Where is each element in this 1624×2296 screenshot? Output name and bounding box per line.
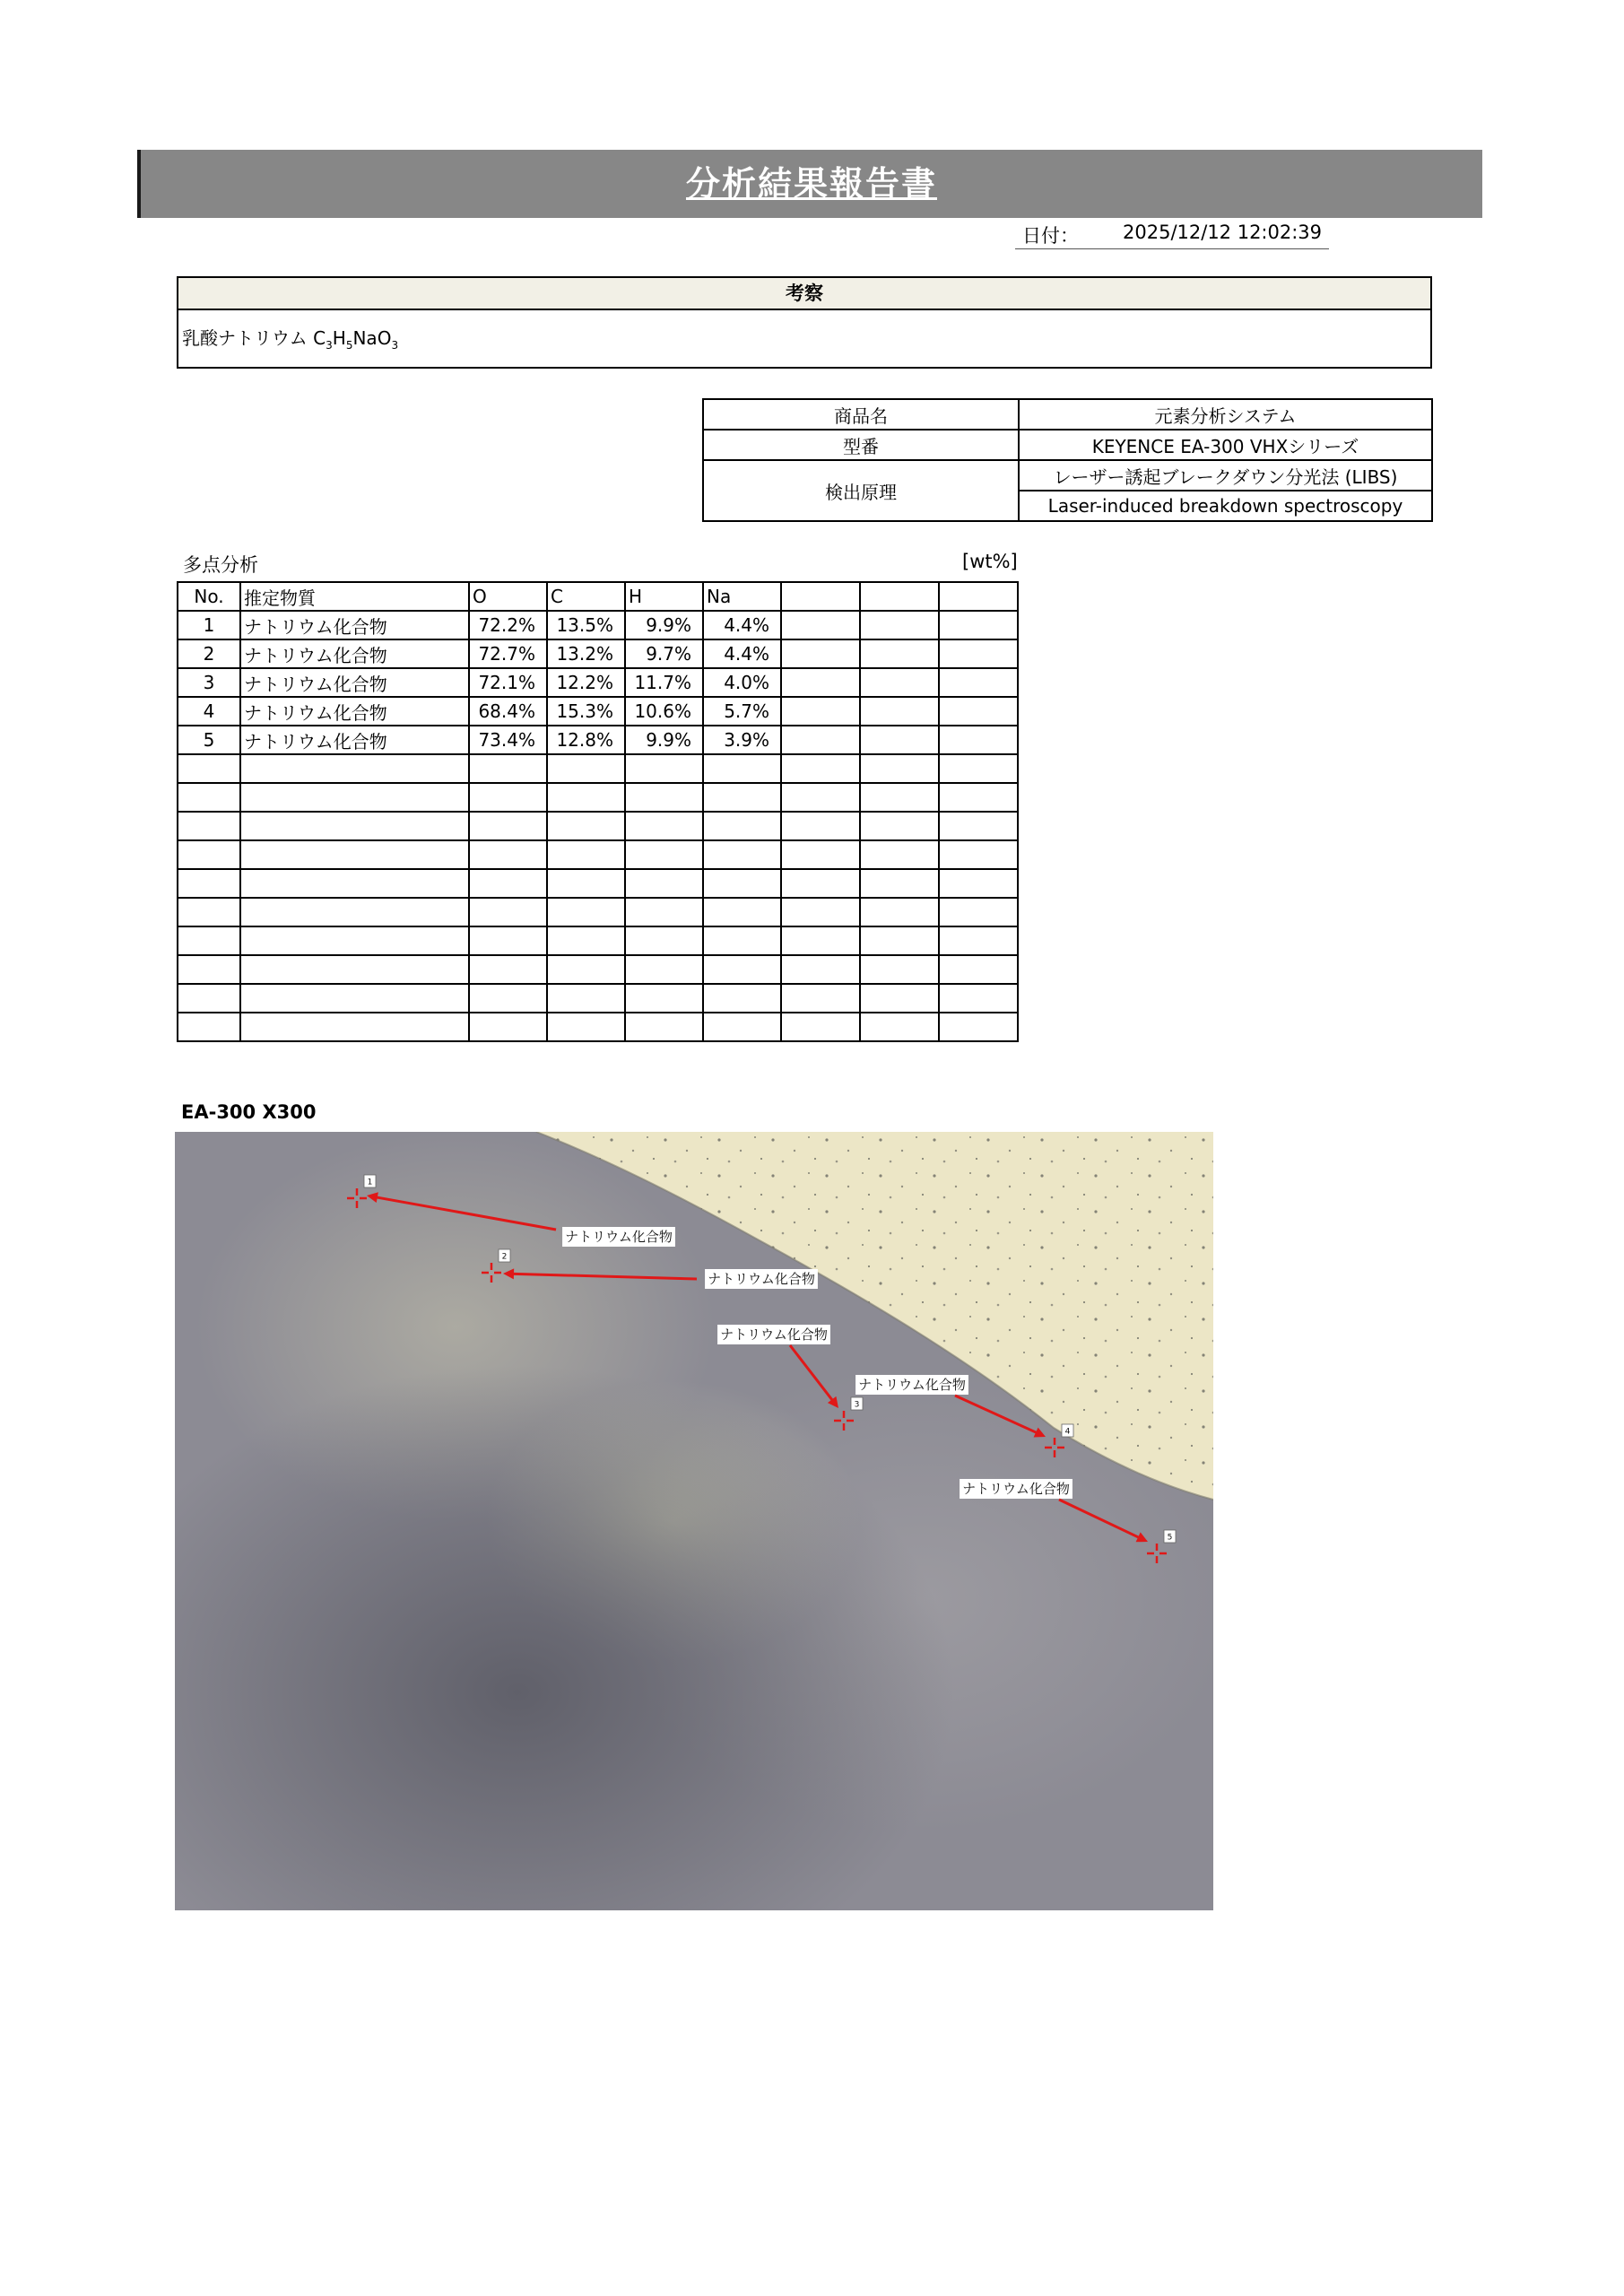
cell-empty [939, 697, 1018, 726]
point-label: ナトリウム化合物 [720, 1326, 828, 1343]
cell-empty [625, 1013, 703, 1041]
cell-na: 3.9% [703, 726, 781, 754]
image-caption: EA-300 X300 [181, 1101, 317, 1123]
col-header-empty [939, 582, 1018, 611]
remarks-formula: $C_3H_5NaO_3$ [313, 327, 399, 352]
report-title-bar [137, 150, 1482, 218]
table-row [178, 697, 1018, 726]
cell-empty [240, 1013, 469, 1041]
table-row-empty [178, 812, 1018, 840]
table-header-row [178, 582, 1018, 611]
product-value: レーザー誘起ブレークダウン分光法 (LIBS) [1019, 460, 1432, 491]
cell-empty [781, 840, 860, 869]
cell-empty [781, 869, 860, 898]
cell-empty [781, 926, 860, 955]
cell-empty [781, 984, 860, 1013]
col-header-substance: 推定物質 [240, 582, 469, 611]
cell-empty [703, 984, 781, 1013]
cell-empty [625, 898, 703, 926]
table-row [178, 668, 1018, 697]
cell-empty [178, 1013, 240, 1041]
cell-empty [860, 726, 939, 754]
table-row-empty [178, 754, 1018, 783]
table-row-empty [178, 869, 1018, 898]
cell-empty [625, 926, 703, 955]
cell-empty [939, 898, 1018, 926]
date-label: 日付： [1022, 225, 1079, 247]
point-number: 4 [1064, 1427, 1071, 1437]
cell-empty [469, 754, 547, 783]
cell-c: 15.3% [547, 697, 625, 726]
cell-empty [178, 898, 240, 926]
col-header-empty [781, 582, 860, 611]
remarks-compound-name: 乳酸ナトリウム [182, 327, 308, 349]
cell-empty [939, 984, 1018, 1013]
remarks-box [177, 276, 1432, 369]
cell-h: 11.7% [625, 668, 703, 697]
cell-substance: ナトリウム化合物 [240, 697, 469, 726]
cell-empty [547, 898, 625, 926]
cell-empty [860, 984, 939, 1013]
point-label: ナトリウム化合物 [565, 1229, 673, 1245]
cell-empty [939, 668, 1018, 697]
cell-empty [939, 926, 1018, 955]
product-value: KEYENCE EA-300 VHXシリーズ [1019, 430, 1432, 460]
cell-empty [860, 840, 939, 869]
cell-empty [469, 898, 547, 926]
product-info-table [702, 398, 1433, 522]
product-value: 元素分析システム [1019, 399, 1432, 430]
table-row-empty [178, 926, 1018, 955]
cell-na: 4.0% [703, 668, 781, 697]
cell-empty [240, 955, 469, 984]
cell-c: 13.2% [547, 639, 625, 668]
cell-empty [469, 783, 547, 812]
cell-empty [860, 812, 939, 840]
col-header-na: Na [703, 582, 781, 611]
point-number: 2 [501, 1252, 508, 1262]
cell-empty [240, 754, 469, 783]
cell-empty [703, 812, 781, 840]
col-header-o: O [469, 582, 547, 611]
table-row-empty [178, 984, 1018, 1013]
point-number: 3 [854, 1400, 860, 1410]
cell-empty [781, 639, 860, 668]
cell-empty [547, 955, 625, 984]
cell-empty [703, 926, 781, 955]
cell-o: 72.1% [469, 668, 547, 697]
cell-empty [240, 984, 469, 1013]
cell-empty [939, 639, 1018, 668]
cell-empty [703, 898, 781, 926]
cell-empty [469, 812, 547, 840]
cell-empty [703, 955, 781, 984]
cell-empty [469, 1013, 547, 1041]
cell-no: 3 [178, 668, 240, 697]
cell-empty [547, 840, 625, 869]
cell-empty [547, 812, 625, 840]
cell-empty [703, 783, 781, 812]
point-label: ナトリウム化合物 [708, 1271, 815, 1287]
cell-empty [625, 955, 703, 984]
cell-empty [240, 898, 469, 926]
point-label: ナトリウム化合物 [858, 1377, 966, 1393]
cell-empty [939, 611, 1018, 639]
cell-empty [240, 926, 469, 955]
cell-empty [178, 955, 240, 984]
cell-substance: ナトリウム化合物 [240, 726, 469, 754]
product-key: 検出原理 [703, 460, 1019, 521]
cell-empty [469, 955, 547, 984]
cell-substance: ナトリウム化合物 [240, 639, 469, 668]
cell-empty [547, 869, 625, 898]
cell-empty [178, 812, 240, 840]
cell-empty [625, 840, 703, 869]
analysis-table [177, 581, 1019, 1042]
cell-empty [781, 1013, 860, 1041]
product-value-english: Laser-induced breakdown spectroscopy [1019, 491, 1432, 521]
table-row-empty [178, 898, 1018, 926]
cell-empty [469, 840, 547, 869]
cell-empty [939, 840, 1018, 869]
cell-empty [781, 898, 860, 926]
multi-point-title: 多点分析 [183, 554, 258, 576]
cell-no: 4 [178, 697, 240, 726]
cell-empty [547, 754, 625, 783]
cell-empty [860, 668, 939, 697]
cell-no: 2 [178, 639, 240, 668]
cell-empty [939, 869, 1018, 898]
cell-empty [860, 898, 939, 926]
cell-empty [939, 726, 1018, 754]
col-header-h: H [625, 582, 703, 611]
cell-empty [860, 926, 939, 955]
cell-empty [240, 840, 469, 869]
cell-empty [625, 783, 703, 812]
cell-empty [703, 1013, 781, 1041]
cell-o: 68.4% [469, 697, 547, 726]
cell-no: 5 [178, 726, 240, 754]
cell-empty [860, 955, 939, 984]
cell-empty [178, 926, 240, 955]
cell-empty [547, 984, 625, 1013]
cell-empty [178, 984, 240, 1013]
cell-empty [781, 955, 860, 984]
cell-empty [939, 754, 1018, 783]
cell-empty [781, 726, 860, 754]
cell-empty [781, 611, 860, 639]
cell-empty [469, 984, 547, 1013]
col-header-empty [860, 582, 939, 611]
col-header-no: No. [178, 582, 240, 611]
cell-empty [860, 754, 939, 783]
cell-empty [781, 697, 860, 726]
table-row [178, 726, 1018, 754]
cell-empty [781, 812, 860, 840]
cell-o: 72.2% [469, 611, 547, 639]
cell-h: 9.9% [625, 611, 703, 639]
cell-empty [703, 869, 781, 898]
remarks-text [178, 310, 1430, 373]
cell-empty [860, 783, 939, 812]
cell-empty [939, 783, 1018, 812]
cell-empty [625, 754, 703, 783]
unit-label: [wt%] [962, 551, 1018, 572]
cell-empty [625, 869, 703, 898]
cell-empty [781, 783, 860, 812]
cell-empty [240, 869, 469, 898]
cell-empty [860, 611, 939, 639]
product-row [703, 430, 1432, 460]
cell-c: 12.2% [547, 668, 625, 697]
cell-empty [781, 754, 860, 783]
cell-empty [939, 812, 1018, 840]
cell-empty [860, 697, 939, 726]
col-header-c: C [547, 582, 625, 611]
cell-empty [781, 668, 860, 697]
cell-empty [547, 783, 625, 812]
cell-empty [703, 840, 781, 869]
cell-empty [860, 639, 939, 668]
cell-empty [178, 869, 240, 898]
table-row [178, 639, 1018, 668]
table-row-empty [178, 783, 1018, 812]
table-row-empty [178, 840, 1018, 869]
cell-h: 10.6% [625, 697, 703, 726]
cell-empty [240, 783, 469, 812]
cell-empty [625, 812, 703, 840]
product-row [703, 460, 1432, 491]
product-row [703, 399, 1432, 430]
micrograph-image [175, 1132, 1213, 1910]
cell-na: 4.4% [703, 611, 781, 639]
cell-empty [469, 926, 547, 955]
cell-no: 1 [178, 611, 240, 639]
table-row [178, 611, 1018, 639]
cell-na: 4.4% [703, 639, 781, 668]
date-field [1015, 218, 1329, 249]
point-label: ナトリウム化合物 [962, 1481, 1070, 1497]
cell-substance: ナトリウム化合物 [240, 611, 469, 639]
product-key: 商品名 [703, 399, 1019, 430]
cell-empty [547, 926, 625, 955]
cell-empty [547, 1013, 625, 1041]
date-value: 2025/12/12 12:02:39 [1123, 222, 1323, 243]
point-number: 1 [367, 1178, 373, 1187]
cell-empty [703, 754, 781, 783]
cell-empty [860, 869, 939, 898]
cell-empty [939, 1013, 1018, 1041]
cell-empty [939, 955, 1018, 984]
cell-c: 13.5% [547, 611, 625, 639]
cell-na: 5.7% [703, 697, 781, 726]
report-title: 分析結果報告書 [685, 164, 937, 204]
product-key: 型番 [703, 430, 1019, 460]
cell-empty [625, 984, 703, 1013]
cell-empty [178, 754, 240, 783]
cell-c: 12.8% [547, 726, 625, 754]
table-row-empty [178, 1013, 1018, 1041]
cell-empty [469, 869, 547, 898]
cell-empty [860, 1013, 939, 1041]
cell-h: 9.7% [625, 639, 703, 668]
cell-empty [178, 840, 240, 869]
table-row-empty [178, 955, 1018, 984]
point-number: 5 [1167, 1533, 1173, 1543]
cell-o: 73.4% [469, 726, 547, 754]
cell-empty [178, 783, 240, 812]
cell-o: 72.7% [469, 639, 547, 668]
cell-empty [240, 812, 469, 840]
remarks-heading: 考察 [178, 278, 1430, 310]
cell-h: 9.9% [625, 726, 703, 754]
cell-substance: ナトリウム化合物 [240, 668, 469, 697]
